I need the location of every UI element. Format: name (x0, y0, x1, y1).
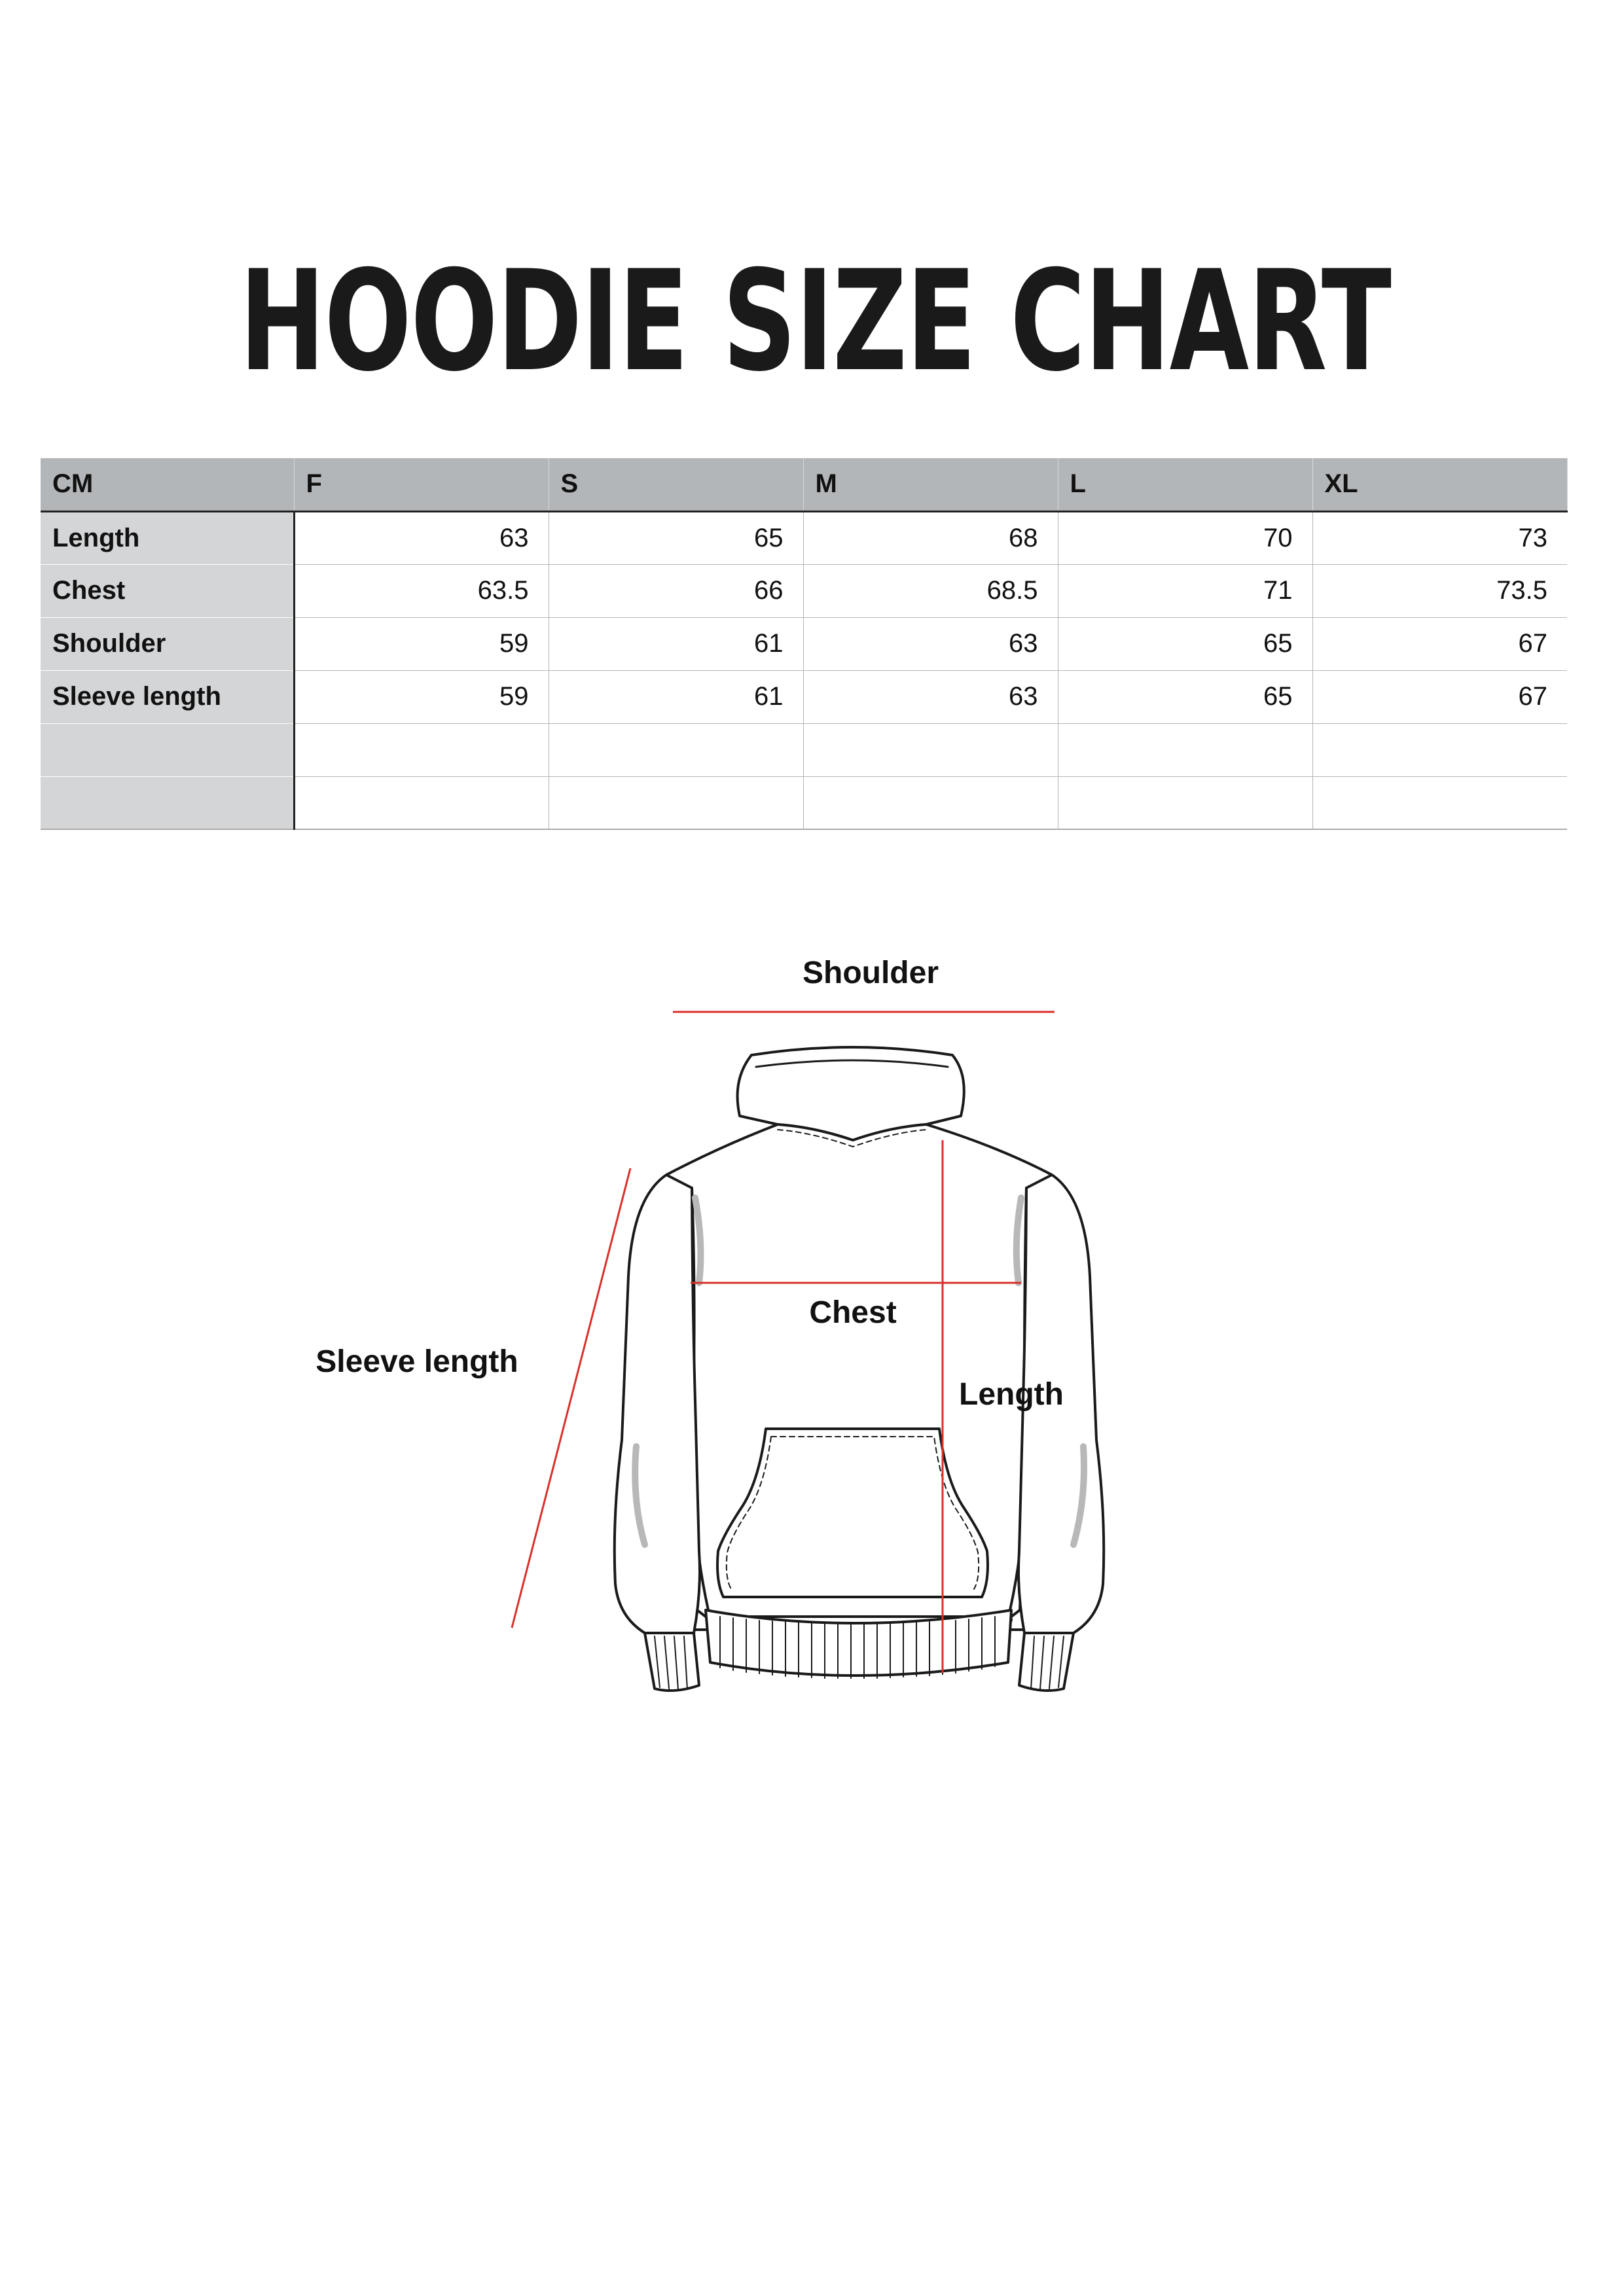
waistband-icon (706, 1610, 1011, 1676)
size-header: F (294, 458, 549, 511)
table-cell: 66 (549, 564, 803, 617)
table-cell: 71 (1058, 564, 1312, 617)
chest-label: Chest (809, 1295, 897, 1330)
length-label: Length (959, 1377, 1064, 1412)
shoulder-label: Shoulder (802, 956, 939, 990)
table-cell: 73.5 (1312, 564, 1567, 617)
table-cell: 67 (1312, 617, 1567, 670)
table-cell: 63.5 (294, 564, 549, 617)
table-cell: 61 (549, 670, 803, 723)
table-cell: 73 (1312, 511, 1567, 564)
table-cell: 63 (803, 617, 1058, 670)
left-cuff-icon (645, 1633, 699, 1691)
table-cell: 65 (549, 511, 803, 564)
table-cell: 65 (1058, 617, 1312, 670)
row-label: Sleeve length (41, 670, 294, 723)
table-cell: 70 (1058, 511, 1312, 564)
page-title: HOODIE SIZE CHART (239, 240, 1391, 402)
table-cell: 68.5 (803, 564, 1058, 617)
right-cuff-icon (1019, 1633, 1074, 1691)
hoodie-illustration (615, 1047, 1104, 1691)
table-cell: 65 (1058, 670, 1312, 723)
table-cell: 68 (803, 511, 1058, 564)
table-cell: 63 (803, 670, 1058, 723)
table-cell: 59 (294, 670, 549, 723)
table-cell: 67 (1312, 670, 1567, 723)
size-header: S (549, 458, 803, 511)
size-header: XL (1312, 458, 1567, 511)
sleeve-measure-line (512, 1168, 630, 1628)
row-label: Length (41, 511, 294, 564)
unit-header: CM (41, 458, 294, 511)
table-cell: 61 (549, 617, 803, 670)
table-cell: 59 (294, 617, 549, 670)
left-sleeve-icon (615, 1175, 700, 1633)
row-label: Shoulder (41, 617, 294, 670)
table-cell: 63 (294, 511, 549, 564)
size-header: L (1058, 458, 1312, 511)
row-label: Chest (41, 564, 294, 617)
sleeve-length-label: Sleeve length (316, 1344, 518, 1379)
size-header: M (803, 458, 1058, 511)
